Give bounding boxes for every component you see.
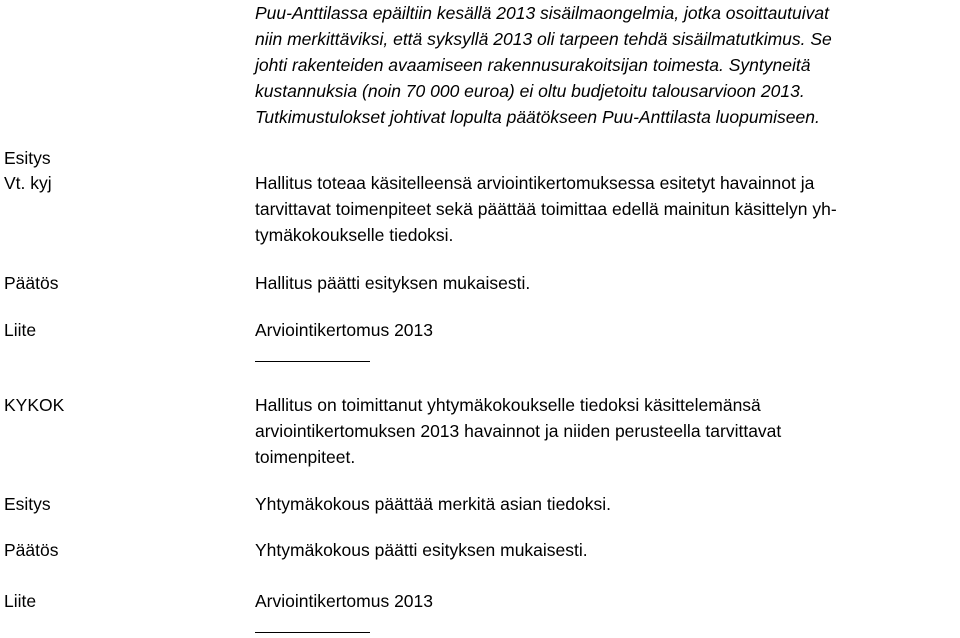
- intro-line: Tutkimustulokset johtivat lopulta päätökseen Puu-Anttilasta luopumiseen.: [255, 107, 820, 127]
- intro-line: Puu-Anttilassa epäiltiin kesällä 2013 sisäilmaongelmia, jotka osoittautuivat: [255, 3, 829, 23]
- kykok-liite-label: Liite: [4, 591, 37, 611]
- kykok-paatos-label: Päätös: [4, 540, 59, 560]
- kykok-label: KYKOK: [4, 395, 65, 415]
- esitys-line: tarvittavat toimenpiteet sekä päättää toimittaa edellä mainitun käsittelyn yh-: [255, 199, 837, 219]
- esitys-line: tymäkokoukselle tiedoksi.: [255, 225, 454, 245]
- bottom-divider: [255, 632, 370, 633]
- section-divider: [255, 361, 370, 362]
- intro-line: niin merkittäviksi, että syksyllä 2013 oli tarpeen tehdä sisäilmatutkimus. Se: [255, 29, 832, 49]
- kykok-intro-line: arviointikertomuksen 2013 havainnot ja niiden perusteella tarvittavat: [255, 421, 782, 441]
- vt-kyj-label: Vt. kyj: [4, 173, 52, 193]
- hallitus-esitys-text: [255, 170, 837, 248]
- liite-label: Liite: [4, 320, 37, 340]
- kykok-intro-line: Hallitus on toimittanut yhtymäkokoukselle tiedoksi käsittelemänsä: [255, 395, 761, 415]
- kykok-liite-attachment: Arviointikertomus 2013: [255, 591, 433, 611]
- kykok-esitys-text: Yhtymäkokous päättää merkitä asian tiedoksi.: [255, 494, 612, 514]
- paatos-label: Päätös: [4, 273, 59, 293]
- kykok-paatos-text: Yhtymäkokous päätti esityksen mukaisesti.: [255, 540, 588, 560]
- kykok-intro-line: toimenpiteet.: [255, 447, 356, 467]
- kykok-intro-text: [255, 392, 781, 470]
- kykok-esitys-label: Esitys: [4, 494, 51, 514]
- esitys-label: Esitys: [4, 148, 51, 168]
- hallitus-paatos-text: Hallitus päätti esityksen mukaisesti.: [255, 273, 531, 293]
- intro-line: kustannuksia (noin 70 000 euroa) ei oltu budjetoitu talousarvioon 2013.: [255, 81, 805, 101]
- intro-line: johti rakenteiden avaamiseen rakennusurakoitsijan toimesta. Syntyneitä: [255, 55, 811, 75]
- liite-attachment: Arviointikertomus 2013: [255, 320, 433, 340]
- esitys-line: Hallitus toteaa käsitelleensä arviointikertomuksessa esitetyt havainnot ja: [255, 173, 815, 193]
- intro-paragraph: [255, 0, 832, 130]
